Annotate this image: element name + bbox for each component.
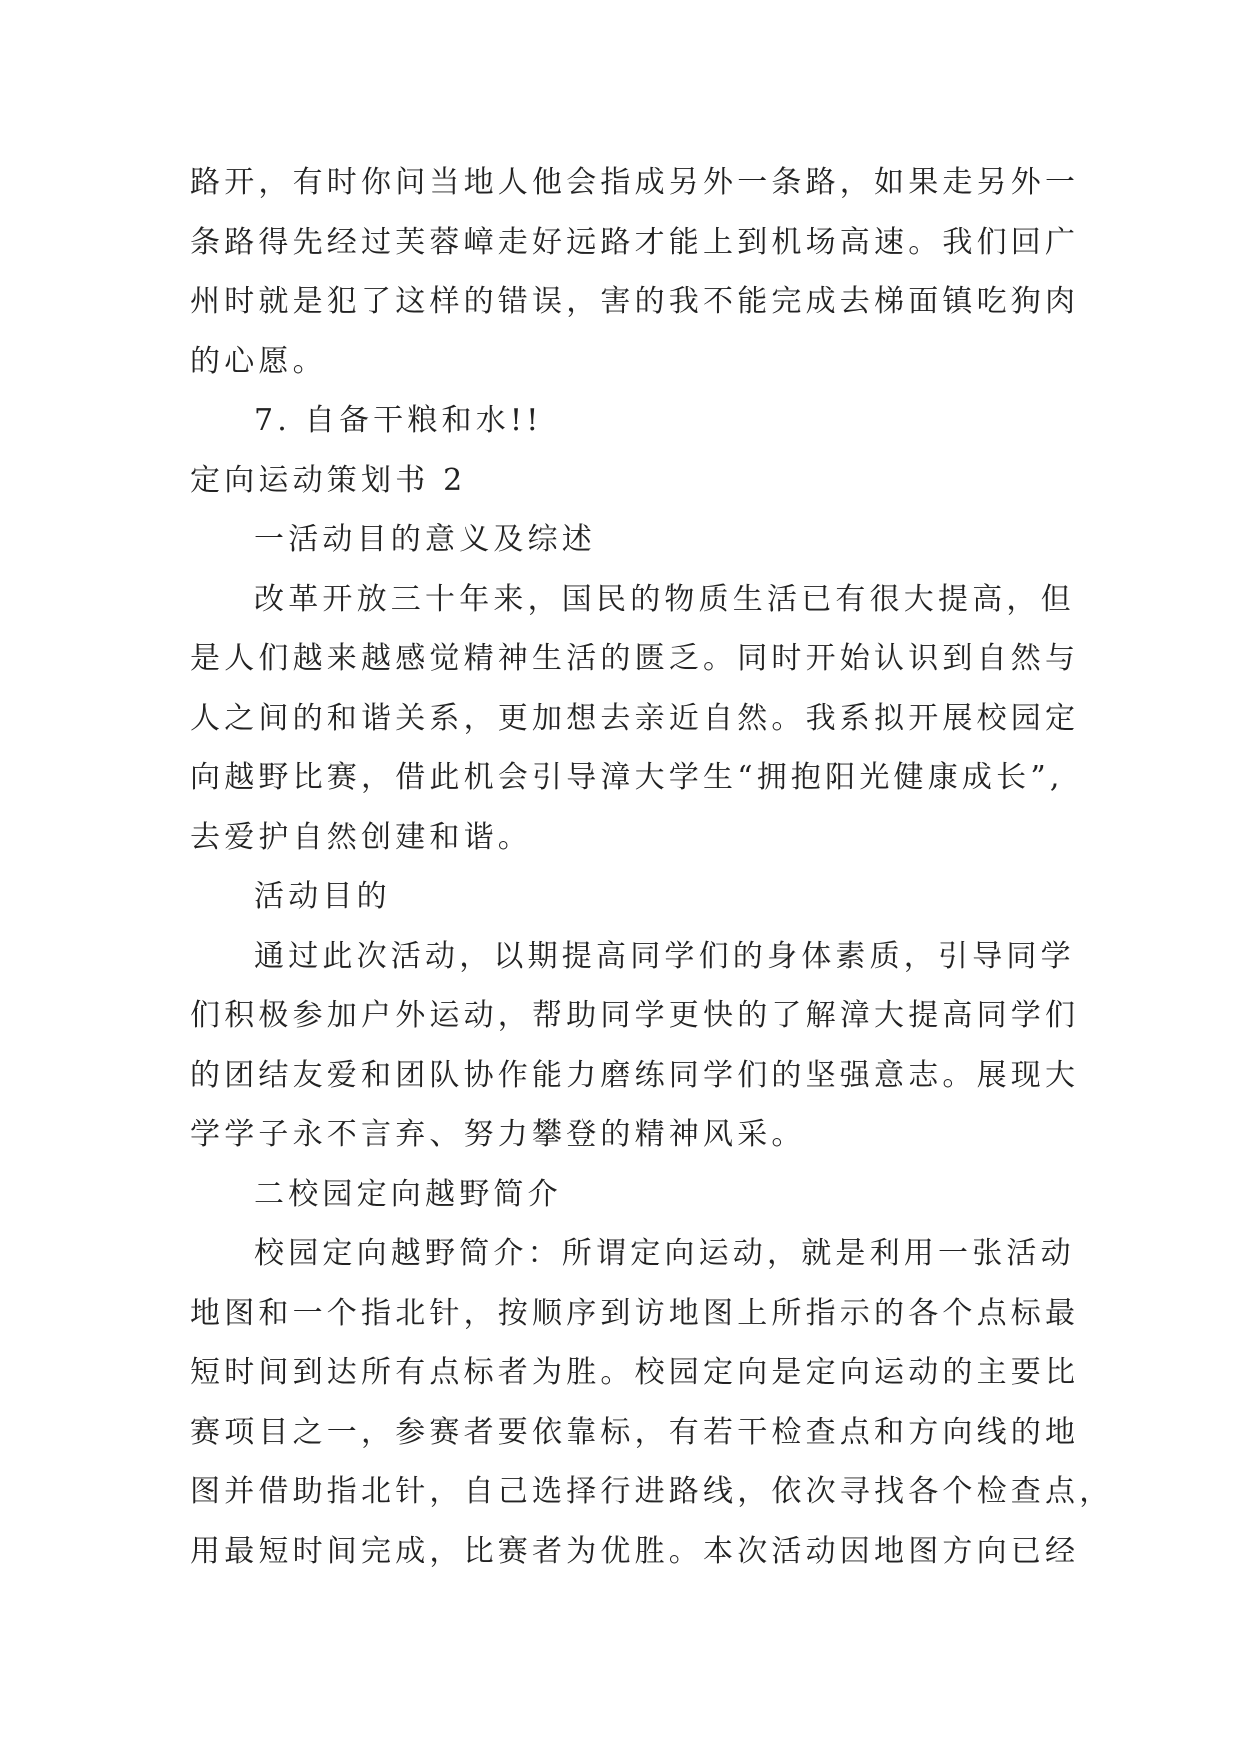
paragraph-line: 人之间的和谐关系，更加想去亲近自然。我系拟开展校园定 <box>190 700 1080 736</box>
paragraph-line: 通过此次活动，以期提高同学们的身体素质，引导同学 <box>254 938 1075 974</box>
subsection-heading-1: 一活动目的意义及综述 <box>254 522 596 557</box>
paragraph-line: 是人们越来越感觉精神生活的匮乏。同时开始认识到自然与 <box>190 641 1080 676</box>
paragraph-line: 校园定向越野简介：所谓定向运动，就是利用一张活动 <box>254 1236 1075 1271</box>
text-line-1: 路开，有时你问当地人他会指成另外一条路，如果走另外一 <box>190 165 1080 200</box>
section-heading: 定向运动策划书 2 <box>190 462 467 498</box>
paragraph-line: 的团结友爱和团队协作能力磨练同学们的坚强意志。展现大 <box>190 1057 1080 1093</box>
text-line-4: 的心愿。 <box>190 343 327 379</box>
list-item-7: 7. 自备干粮和水!! <box>254 403 543 438</box>
paragraph-line: 学学子永不言弃、努力攀登的精神风采。 <box>190 1117 806 1152</box>
document-body <box>190 153 1114 1581</box>
paragraph-line: 地图和一个指北针，按顺序到访地图上所指示的各个点标最 <box>190 1295 1080 1331</box>
paragraph-line: 短时间到达所有点标者为胜。校园定向是定向运动的主要比 <box>190 1355 1080 1390</box>
paragraph-line: 改革开放三十年来，国民的物质生活已有很大提高，但 <box>254 581 1075 617</box>
paragraph-line: 用最短时间完成，比赛者为优胜。本次活动因地图方向已经 <box>190 1533 1080 1569</box>
paragraph-line: 赛项目之一，参赛者要依靠标，有若干检查点和方向线的地 <box>190 1414 1080 1450</box>
text-line-2: 条路得先经过芙蓉嶂走好远路才能上到机场高速。我们回广 <box>190 224 1080 260</box>
subsection-heading-2: 活动目的 <box>254 879 391 914</box>
subsection-heading-3: 二校园定向越野简介 <box>254 1176 562 1212</box>
paragraph-line: 们积极参加户外运动，帮助同学更快的了解漳大提高同学们 <box>190 998 1080 1033</box>
paragraph-line: 图并借助指北针，自己选择行进路线，依次寻找各个检查点， <box>190 1474 1114 1509</box>
paragraph-line: 向越野比赛，借此机会引导漳大学生“拥抱阳光健康成长”, <box>190 760 1064 795</box>
text-line-3: 州时就是犯了这样的错误，害的我不能完成去梯面镇吃狗肉 <box>190 284 1080 319</box>
paragraph-line: 去爱护自然创建和谐。 <box>190 819 532 855</box>
